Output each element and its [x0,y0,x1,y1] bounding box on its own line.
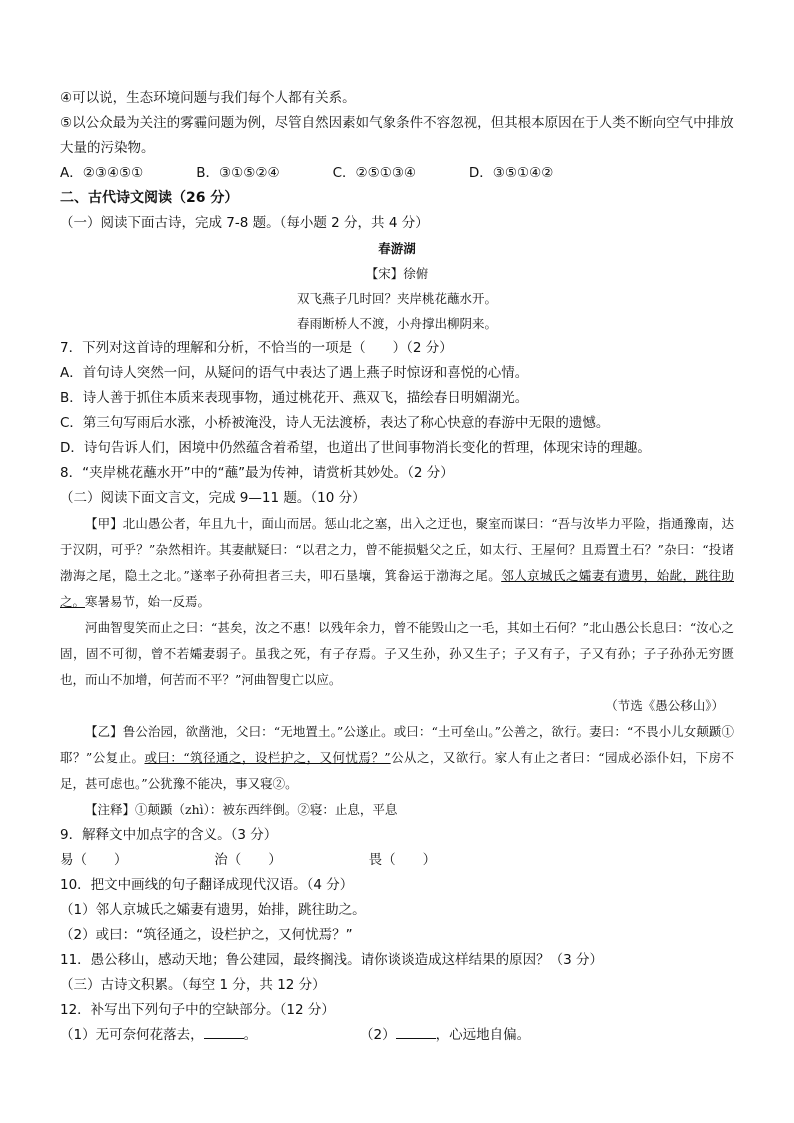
q12-item-1 [60,1023,360,1048]
q12-item-1-suffix: 。 [243,1027,258,1043]
passage-jia-text-b: 寒暑易节，始一反焉。 [85,594,211,609]
poem-line-1: 双飞燕子几时回？夹岸桃花蘸水开。 [296,291,497,306]
part-2-intro: （二）阅读下面文言文，完成 9—11 题。（10 分） [60,490,366,506]
q10-sentence-1: （1）邻人京城氏之孀妻有遗男，始排，跳往助之。 [60,902,366,918]
passage-yi-underlined-sentence: 或曰：“筑径通之，设栏护之，又何忧焉？” [144,750,391,765]
q6-options [60,161,734,186]
q6-sentence-5: ⑤以公众最为关注的雾霾问题为例，尽管自然因素如气象条件不容忽视，但其根本原因在于人类不断向空气中排放大量的污染物。 [60,115,734,156]
q12-blank-1[interactable] [204,1024,244,1039]
passage-jia-source: （节选《愚公移山》） [605,698,724,713]
q6-option-b: B．③①⑤②④ [196,165,280,181]
q7-stem: 7．下列对这首诗的理解和分析，不恰当的一项是（ ）（2 分） [60,340,453,356]
part-1-intro: （一）阅读下面古诗，完成 7-8 题。（每小题 2 分，共 4 分） [60,215,429,231]
q6-sentence-4: ④可以说，生态环境问题与我们每个人都有关系。 [60,90,356,106]
q12-blank-2[interactable] [396,1024,436,1039]
q9-stem: 9．解释文中加点字的含义。（3 分） [60,827,278,843]
passage-yi-text-b: 公从之，又欲行。家人有止之者曰：“园成必添仆妇，下房不足，甚可虑也。”公犹豫不能决，事又寝②。 [60,750,734,791]
q7-option-b: B．诗人善于抓住本质来表现事物，通过桃花开、燕双飞，描绘春日明媚湖光。 [60,390,529,406]
q12-item-1-prefix: （1）无可奈何花落去， [60,1027,204,1043]
exam-page [60,86,734,1048]
q7-option-c: C．第三句写雨后水涨，小桥被淹没，诗人无法渡桥，表达了称心快意的春游中无限的遗憾。 [60,415,610,431]
poem-author: 【宋】徐俯 [365,266,429,281]
q9-item-yi: 易（ ） [60,852,128,868]
q12-stem: 12．补写出下列句子中的空缺部分。（12 分） [60,1002,335,1018]
q12-item-2-prefix: （2） [360,1027,396,1043]
passage-yi [60,719,734,797]
q11-stem: 11．愚公移山，感动天地；鲁公建园，最终搁浅。请你谈谈造成这样结果的原因？（3 分） [60,952,604,968]
q6-option-a: A．②③④⑤① [60,165,144,181]
section-2-title: 二、古代诗文阅读（26 分） [60,190,239,206]
q7-option-a: A．首句诗人突然一问，从疑问的语气中表达了遇上燕子时惊讶和喜悦的心情。 [60,365,529,381]
q12-items [60,1023,734,1048]
q10-stem: 10．把文中画线的句子翻译成现代汉语。（4 分） [60,877,354,893]
passage-jia-text-a: 【甲】北山愚公者，年且九十，面山而居。惩山北之塞，出入之迂也，聚室而谋曰：“吾与汝毕力平险，指通豫南，达于汉阴，可乎？”杂然相许。其妻献疑曰：“以君之力，曾不能损魁父之丘，如太行、王屋何？且焉置土石？”杂曰：“投诸渤海之尾，隐土之北。”遂率子孙荷担者三夫，叩石垦壤，箕畚运于渤海之尾。 [60,516,734,583]
passage-jia-paragraph-2: 河曲智叟笑而止之曰：“甚矣，汝之不惠！以残年余力，曾不能毁山之一毛，其如土石何？”北山愚公长息曰：“汝心之固，固不可彻，曾不若孀妻弱子。虽我之死，有子存焉。子又生孙，孙又生子；子又有子，子又有孙；子子孙孙无穷匮也，而山不加增，何苦而不平？”河曲智叟亡以应。 [60,620,734,687]
q9-item-zhi: 治（ ） [214,852,282,868]
q10-sentence-2: （2）或曰：“筑径通之，设栏护之，又何忧焉？” [60,927,353,943]
part-3-intro: （三）古诗文积累。（每空 1 分，共 12 分） [60,977,326,993]
q6-option-c: C．②⑤①③④ [332,165,417,181]
passage-jia-underlined-sentence: 邻人京城氏之孀妻有遗男，始龀，跳往助之。 [60,568,734,609]
passage-yi-text-a: 【乙】鲁公治园，欲凿池，父曰：“无地置土。”公遂止。或曰：“土可垒山。”公善之，欲行。妻曰：“不畏小儿女颠踬①耶？”公复止。 [60,724,734,765]
q6-option-d: D．③⑤①④② [468,165,554,181]
q9-item-wei: 畏（ ） [368,852,437,868]
poem-line-2: 春雨断桥人不渡，小舟撑出柳阴来。 [296,316,497,331]
poem-title: 春游湖 [378,241,416,256]
passage-jia-paragraph-1 [60,511,734,615]
q8-stem: 8．“夹岸桃花蘸水开”中的“蘸”最为传神，请赏析其妙处。（2 分） [60,465,454,481]
q12-item-2 [360,1027,530,1043]
q12-item-2-suffix: ，心远地自偏。 [435,1027,531,1043]
q7-option-d: D．诗句告诉人们，困境中仍然蕴含着希望，也道出了世间事物消长变化的哲理，体现宋诗的理趣。 [60,440,651,456]
annotation-note: 【注释】①颠踬（zhì）：被东西绊倒。②寝：止息，平息 [85,802,398,817]
q9-items [60,848,734,873]
